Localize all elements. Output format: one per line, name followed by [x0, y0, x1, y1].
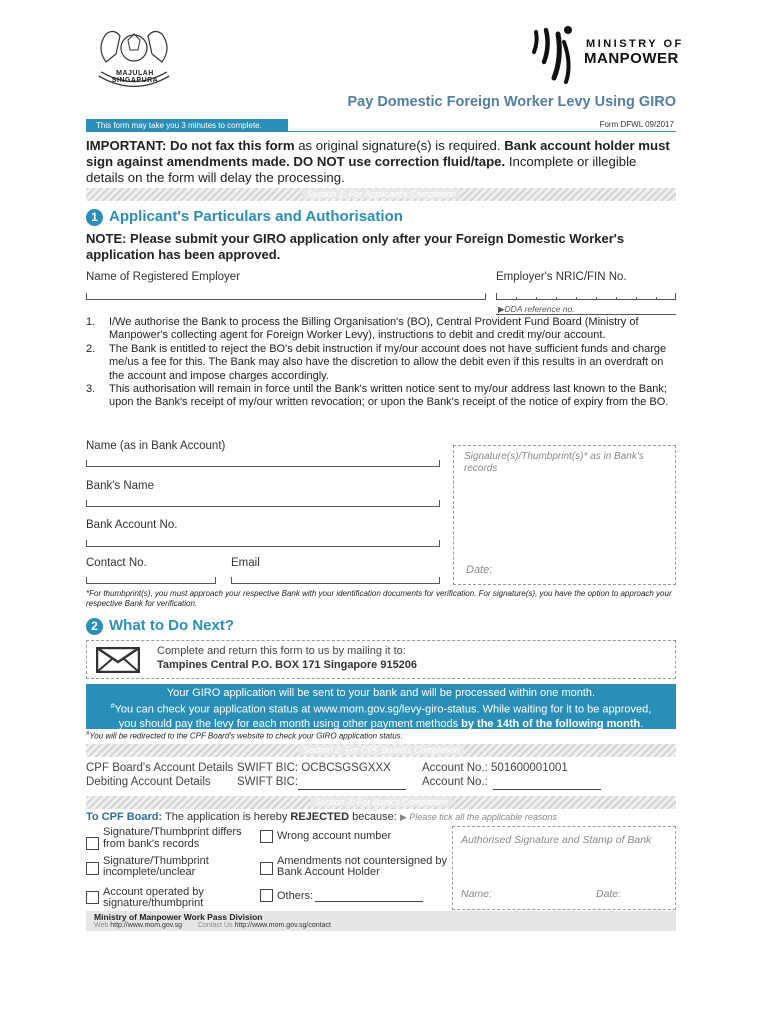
reason-4-label: Amendments not countersigned by Bank Account Holder — [277, 855, 447, 878]
email-label: Email — [231, 557, 260, 569]
reason-2[interactable] — [260, 830, 440, 843]
reason-1-label: Signature/Thumbprint differs from bank's records — [103, 826, 242, 850]
thumbprint-footnote: *For thumbprint(s), you must approach your respective Bank with your identification documents for verification. For signature(s), you have the option to approach your respective Bank for verification. — [86, 589, 672, 608]
reason-4[interactable] — [260, 856, 450, 878]
footer-division: Ministry of Manpower Work Pass Division — [94, 912, 263, 922]
bank-account-name-field[interactable] — [86, 460, 440, 467]
auth-text-2: The Bank is entitled to reject the BO's debit instruction if my/our account does not have sufficient funds and charge me/us a fee for this. The Bank may also have the discretion to allow the debit even if this results in an overdraft on the account and impose charges accordingly. — [109, 342, 667, 382]
mailing-line1: Complete and return this form to us by mailing it to: — [157, 645, 406, 657]
section2-bar-label: Section 2: For CPF Board's Completion — [298, 745, 463, 755]
form-number: Form DFWL 09/2017 — [599, 120, 674, 129]
reason-2-checkbox[interactable] — [260, 830, 273, 843]
signature-date-label: Date: — [466, 564, 493, 576]
signature-box[interactable] — [453, 445, 676, 585]
rejection-line — [86, 811, 557, 823]
important-text-1: as original signature(s) is required. — [294, 138, 505, 153]
reason-3-label: Signature/Thumbprint incomplete/unclear — [103, 855, 209, 878]
employer-name-label: Name of Registered Employer — [86, 271, 241, 283]
important-notice — [86, 138, 678, 186]
section1-number-badge — [86, 209, 103, 226]
section1-bar-label: Section 1: For Applicant's Completion — [302, 189, 459, 199]
auth-item-3 — [86, 383, 680, 410]
section3-bar-label: Section 3: For Bank's Completion — [310, 797, 451, 807]
auth-item-1 — [86, 316, 680, 343]
banks-name-field[interactable] — [86, 500, 440, 507]
auth-num-1: 1. — [86, 316, 96, 328]
employer-name-field[interactable] — [86, 293, 486, 300]
mailing-address: Tampines Central P.O. BOX 171 Singapore 915206 — [157, 659, 418, 671]
reason-1-checkbox[interactable] — [86, 837, 99, 850]
time-note: This form may take you 3 minutes to complete. — [86, 119, 288, 132]
auth-text-1: I/We authorise the Bank to process the Billing Organisation's (BO), Central Provident Fund Board (Ministry of Manpower's collecting agent for Foreign Worker Levy), instructions to debit and credit my/our account. — [109, 316, 639, 342]
important-bold-1: IMPORTANT: Do not fax this form — [86, 138, 295, 153]
auth-item-2 — [86, 343, 680, 383]
bank-signature-box[interactable] — [452, 826, 676, 910]
to-cpf-board: To CPF Board: — [86, 811, 163, 823]
singapore-crest-icon — [86, 18, 182, 100]
info-line3c: . — [640, 717, 644, 730]
reason-1[interactable] — [86, 826, 256, 850]
reason-3-checkbox[interactable] — [86, 862, 99, 875]
envelope-icon — [96, 647, 140, 673]
reason-5-checkbox[interactable] — [86, 891, 99, 904]
debiting-account-label: Debiting Account Details — [86, 776, 211, 788]
debiting-swift-label: SWIFT BIC: — [237, 776, 299, 788]
auth-text-3: This authorisation will remain in force until the Bank's written notice sent to my/our address last known to the Bank; upon the Bank's receipt of my/our written revocation; or upon the Bank's receipt of the notice of expiry from the BO. — [109, 383, 669, 409]
email-field[interactable] — [231, 577, 440, 584]
bank-account-no-label: Bank Account No. — [86, 519, 178, 531]
reason-3[interactable] — [86, 856, 256, 878]
footer-web-label: Web — [94, 922, 109, 929]
info-line3b: by the 14th of the following month — [461, 717, 641, 730]
giro-info-box — [86, 684, 676, 729]
debiting-account-label2: Account No.: — [422, 776, 488, 788]
reason-6-others-field[interactable] — [315, 890, 423, 902]
mailing-box — [86, 640, 676, 679]
cpf-swift: SWIFT BIC: OCBCSGSGXXX — [237, 762, 391, 774]
important-text-2: Incomplete or illegible details on the form will delay the processing. — [86, 154, 637, 185]
footer-contact-label: Contact Us — [197, 922, 233, 929]
info-line2: You can check your application status at www.mom.gov.sg/levy-giro-status. While waiting for it to be approved, — [114, 703, 652, 716]
info-line3-wrap — [86, 717, 676, 731]
time-note-bar — [86, 119, 676, 132]
bank-name-label: Name: — [461, 888, 492, 900]
section1-bar — [86, 188, 676, 201]
important-bold-2: Bank account holder must sign against amendments made. DO NOT use correction fluid/tape. — [86, 138, 670, 169]
info-line1: Your GIRO application will be sent to your bank and will be processed within one month. — [166, 687, 596, 699]
dda-reference-line — [496, 314, 676, 315]
auth-num-3: 3. — [86, 383, 96, 396]
tick-note: ▶ Please tick all the applicable reasons — [399, 812, 557, 822]
redirect-star: # — [86, 731, 90, 737]
bank-signature-label: Authorised Signature and Stamp of Bank — [461, 834, 652, 846]
cpf-account-label: CPF Board's Account Details — [86, 762, 234, 774]
section3-bar — [86, 796, 676, 809]
cpf-account-no: Account No.: 501600001001 — [422, 762, 568, 774]
auth-num-2: 2. — [86, 342, 96, 355]
debiting-account-field[interactable] — [493, 789, 601, 790]
footer-web-url[interactable]: http://www.mom.gov.sg — [110, 922, 183, 929]
redirect-note: You will be redirected to the CPF Board's website to check your GIRO application status. — [89, 731, 403, 741]
reason-4-checkbox[interactable] — [260, 862, 273, 875]
rejected-word: REJECTED — [290, 811, 350, 823]
rejected-post: because: — [349, 811, 397, 823]
reason-5[interactable] — [86, 887, 256, 909]
dda-reference-label: ▶DDA reference no. — [498, 304, 575, 314]
section1-note: NOTE: Please submit your GIRO application only after your Foreign Domestic Worker's application has been approved. — [86, 231, 625, 262]
debiting-swift-field[interactable] — [298, 789, 406, 790]
section1-number: 1 — [91, 210, 98, 224]
contact-no-label: Contact No. — [86, 557, 147, 569]
reason-6-label: Others: — [277, 889, 314, 902]
reason-6[interactable] — [260, 889, 430, 902]
banks-name-label: Bank's Name — [86, 480, 155, 492]
section2-number-badge — [86, 618, 103, 635]
mom-logo-icon — [528, 22, 578, 86]
reason-2-label: Wrong account number — [277, 830, 392, 842]
footer-bar — [86, 911, 676, 931]
ministry-line2: MANPOWER — [584, 50, 679, 67]
bank-account-name-label: Name (as in Bank Account) — [86, 440, 226, 452]
reason-6-checkbox[interactable] — [260, 889, 273, 902]
ministry-line1: MINISTRY OF — [586, 38, 684, 50]
footer-contact-url[interactable]: http://www.mom.gov.sg/contact — [234, 922, 331, 929]
redirect-note-wrap — [86, 731, 403, 741]
contact-no-field[interactable] — [86, 577, 216, 584]
bank-date-label: Date: — [596, 888, 622, 900]
nric-label: Employer's NRIC/FIN No. — [496, 271, 627, 283]
reason-5-label: Account operated by signature/thumbprint — [103, 886, 204, 909]
info-line2-wrap — [86, 700, 676, 717]
section2-heading: What to Do Next? — [109, 617, 234, 634]
section1-heading: Applicant's Particulars and Authorisation — [109, 208, 403, 225]
bank-account-no-field[interactable] — [86, 540, 440, 547]
nric-field[interactable] — [496, 293, 676, 300]
page-title: Pay Domestic Foreign Worker Levy Using GIRO — [347, 94, 676, 110]
info-line3a: you should pay the levy for each month using other payment methods — [118, 717, 462, 730]
crest-motto: MAJULAH SINGAPURA — [111, 70, 159, 84]
rejected-pre: The application is hereby — [162, 811, 291, 823]
info-star: # — [110, 703, 115, 710]
footer-links — [94, 922, 331, 929]
section2-number: 2 — [91, 619, 98, 633]
signature-label: Signature(s)/Thumbprint(s)* as in Bank's records — [464, 451, 644, 474]
section2-bar — [86, 744, 676, 757]
authorisation-list — [86, 316, 680, 410]
